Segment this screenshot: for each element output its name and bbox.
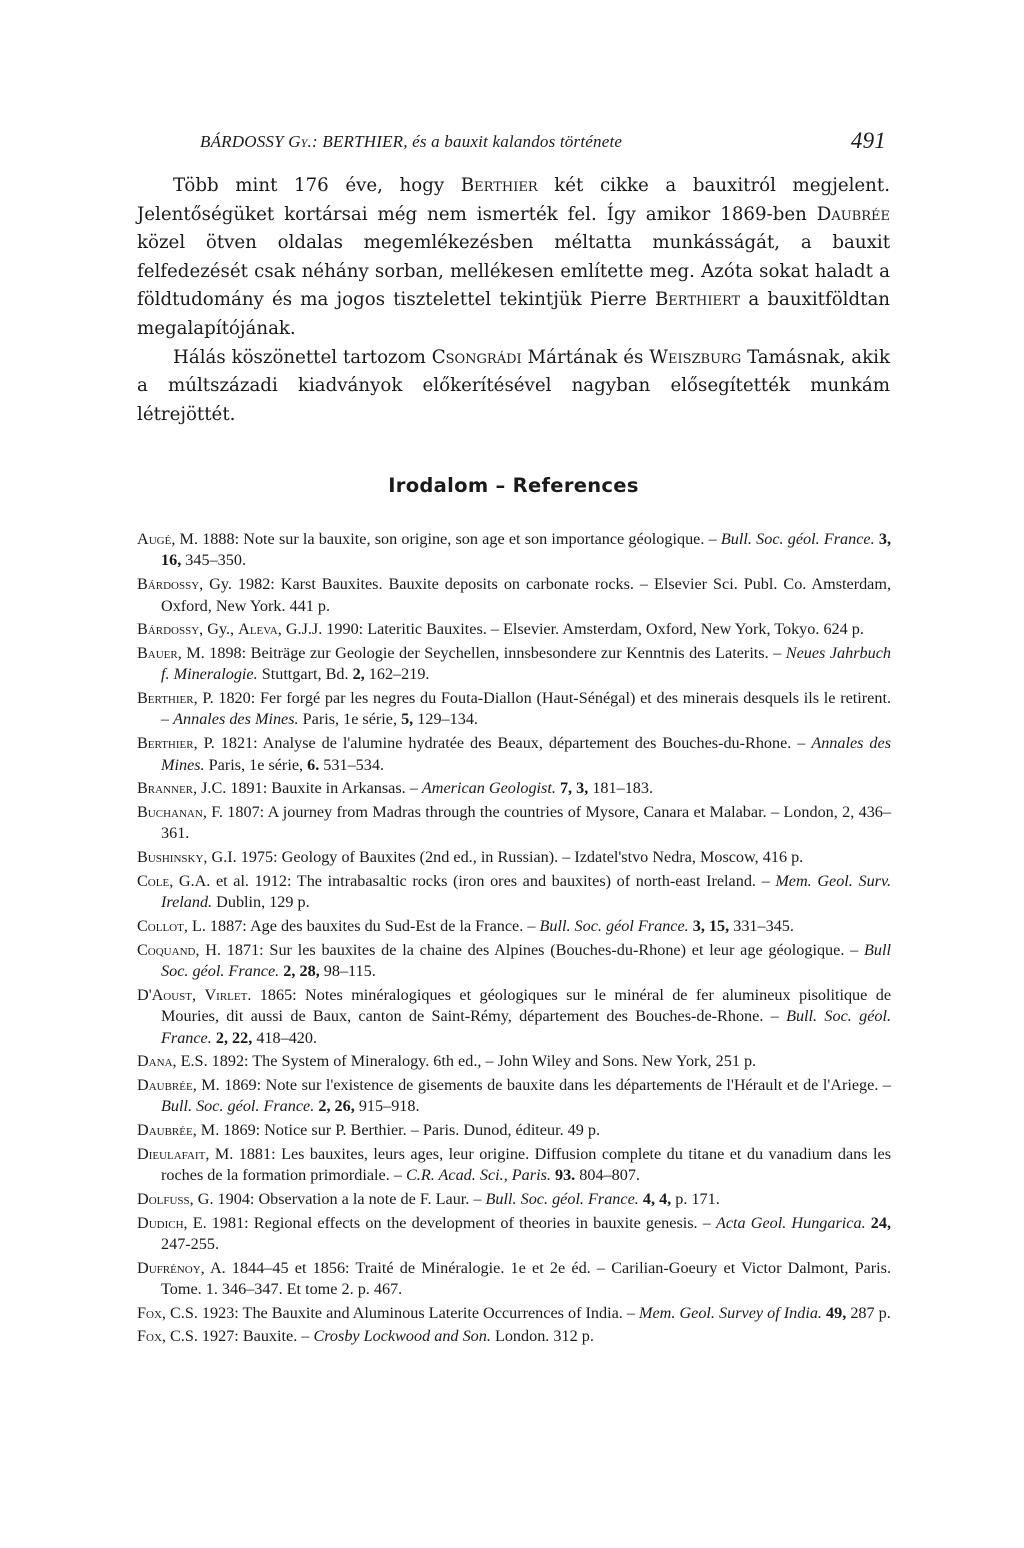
reference-text: , E. 1981: Regional effects on the development of theories in bauxite genesis. – — [183, 1213, 716, 1232]
reference-volume: 3, 16, — [161, 530, 892, 570]
reference-author: Augé — [137, 530, 172, 548]
reference-volume: 2, 22, — [211, 1028, 253, 1047]
reference-item — [137, 916, 891, 937]
reference-journal: Crosby Lockwood and Son. — [313, 1327, 491, 1346]
reference-journal: Mem. Geol. Survey of India. — [639, 1303, 822, 1322]
reference-journal: Mem. Geol. Surv. Ireland. — [161, 871, 891, 912]
running-head-author: BÁRDOSSY Gy.: — [200, 132, 318, 151]
reference-text: , M. 1869: Note sur l'existence de gisements de bauxite dans les départements de l'Hérault et de l'Ariege. – — [192, 1075, 891, 1094]
reference-text: , G.I. 1975: Geology of Bauxites (2nd ed., in Russian). – Izdatel'stvo Nedra, Moscow, 416 p. — [203, 848, 804, 867]
reference-text: , L. 1887: Age des bauxites du Sud-Est de la France. – — [183, 916, 540, 935]
reference-journal: Annales des Mines. — [173, 710, 299, 729]
reference-author: Dolfuss — [137, 1189, 190, 1208]
reference-text: Paris, 1e série, — [298, 710, 402, 729]
reference-volume: 4, 4, — [638, 1189, 672, 1208]
references-heading: Irodalom – References — [388, 474, 639, 497]
text-run: a bauxitföldtan megalapítójának. — [137, 289, 891, 339]
reference-author: Branner — [137, 779, 194, 798]
reference-author: Daubrée — [137, 1121, 193, 1140]
reference-text: , C.S. 1927: Bauxite. – — [161, 1327, 314, 1346]
reference-item — [137, 688, 891, 731]
reference-pages: London. 312 p. — [490, 1327, 594, 1346]
author-name: Berthiert — [654, 289, 741, 311]
reference-journal: C.R. Acad. Sci., Paris. — [405, 1166, 551, 1185]
reference-journal: Bull. Soc. géol. France. — [161, 1097, 315, 1116]
reference-item — [137, 1258, 891, 1301]
reference-pages: 287 p. — [846, 1303, 891, 1322]
reference-journal: Acta Geol. Hungarica. — [715, 1213, 866, 1232]
reference-author: Bushinsky — [137, 848, 204, 867]
reference-volume: 49, — [821, 1303, 847, 1322]
reference-item — [137, 733, 891, 776]
text-run: Tamásnak, akik a múltszázadi kiadványok előkerítésével nagyban elősegítették munkám létrejöttét. — [137, 346, 890, 425]
reference-text: Paris, 1e série, — [204, 755, 308, 774]
reference-author: Bárdossy — [137, 575, 200, 594]
reference-item — [137, 1326, 891, 1347]
reference-item — [137, 1120, 891, 1141]
reference-item — [137, 1075, 891, 1118]
running-head-rest: , és a bauxit kalandos története — [403, 132, 623, 151]
reference-author: Fox — [137, 1327, 162, 1346]
reference-text: , G. 1904: Observation a la note de F. Laur. – — [189, 1189, 486, 1208]
reference-pages: 162–219. — [364, 665, 430, 684]
reference-item — [137, 529, 891, 572]
reference-author: Dieulafait — [137, 1144, 206, 1163]
reference-item — [137, 1144, 891, 1187]
reference-author: Daubrée — [137, 1075, 193, 1094]
reference-author: Dufrénoy — [137, 1258, 201, 1277]
reference-pages: 247-255. — [161, 1234, 219, 1253]
text-run: közel ötven oldalas megemlékezésben méltatta munkásságát, a bauxit felfedezését csak néhány sorban, mellékesen említette meg. Azóta sokat haladt a földtudomány és ma jogos tisztelettel tekintjük Pierre — [137, 232, 890, 311]
reference-pages: 418–420. — [252, 1028, 318, 1047]
reference-author: Fox — [137, 1303, 162, 1322]
reference-item — [137, 847, 891, 868]
running-head — [200, 128, 886, 158]
reference-text: , H. 1871: Sur les bauxites de la chaine des Alpines (Bouches-du-Rhone) et leur age géologique. – — [195, 940, 865, 959]
reference-author: Berthier — [137, 734, 194, 753]
reference-author: Bárdossy — [137, 620, 200, 639]
reference-author: Cole — [137, 871, 170, 890]
reference-pages: 345–350. — [181, 551, 246, 570]
reference-text: , P. 1821: Analyse de l'alumine hydratée des Beaux, département des Bouches-du-Rhone. – — [193, 734, 812, 753]
reference-item — [137, 871, 891, 914]
reference-volume: 5, — [401, 710, 414, 729]
reference-text: , M. 1881: Les bauxites, leurs ages, leur origine. Diffusion complete du titane et du vanadium dans les roches de la formation primordiale. – — [161, 1144, 891, 1185]
reference-text: , A. 1844–45 et 1856: Traité de Minéralogie. 1e et 2e éd. – Carilian-Goeury et Victor Dalmont, Paris. Tome. 1. 346–347. Et tome 2. p. 467. — [161, 1258, 891, 1299]
reference-item — [137, 619, 891, 640]
reference-journal: Bull. Soc. géol. France. — [720, 530, 875, 548]
reference-journal: Bull. Soc. géol. France. — [161, 1007, 892, 1047]
author-name: Csongrádi — [431, 346, 522, 368]
reference-author: Dana — [137, 1052, 173, 1071]
reference-item — [137, 802, 891, 845]
text-run: Több mint 176 éve, hogy — [173, 175, 461, 196]
text-run: két cikke a bauxitról megjelent. Jelentőségüket kortársai még nem ismerték fel. Így amikor 1869-ben — [137, 175, 890, 225]
reference-journal: American Geologist. — [421, 779, 556, 798]
reference-item — [137, 574, 891, 617]
text-run: Hálás köszönettel tartozom — [173, 346, 432, 368]
reference-item — [137, 940, 891, 983]
intro-paragraph-1 — [137, 172, 890, 344]
reference-pages: 331–345. — [729, 916, 794, 935]
reference-text: , — [192, 985, 205, 1004]
reference-text: , P. 1820: Fer forgé par les negres du Fouta-Diallon (Haut-Sénégal) et des minerais desquels ils le retirent. – — [161, 689, 891, 729]
author-name: Berthier — [460, 175, 538, 196]
reference-text: , M. 1898: Beiträge zur Geologie der Seychellen, innsbesondere zur Kenntnis des Laterits. – — [177, 643, 786, 662]
reference-pages: 804–807. — [575, 1166, 640, 1185]
reference-pages: 98–115. — [319, 961, 376, 980]
intro-text — [137, 172, 890, 429]
reference-volume: 2, — [352, 665, 365, 684]
text-run: Mártának és — [521, 346, 650, 368]
reference-text: , G.J.J. 1990: Lateritic Bauxites. – Elsevier. Amsterdam, Oxford, New York, Tokyo. 624 p. — [277, 620, 864, 639]
reference-text: , J.C. 1891: Bauxite in Arkansas. – — [193, 779, 422, 798]
reference-volume: 93. — [550, 1166, 576, 1185]
reference-author: Bauer — [137, 643, 178, 662]
reference-journal: Bull Soc. géol. France. — [161, 940, 891, 980]
reference-author: Coquand — [137, 940, 196, 959]
reference-journal: Annales des Mines. — [161, 734, 891, 774]
reference-text: , Gy., — [199, 620, 239, 639]
reference-item — [137, 1213, 891, 1256]
reference-text: Stuttgart, Bd. — [257, 665, 353, 684]
reference-pages: Dublin, 129 p. — [212, 893, 310, 912]
author-name: Weiszburg — [649, 346, 742, 368]
reference-author: Buchanan — [137, 802, 203, 821]
reference-item — [137, 778, 891, 799]
author-name: Daubrée — [816, 203, 890, 225]
reference-text: , E.S. 1892: The System of Mineralogy. 6th ed., – John Wiley and Sons. New York, 251 p. — [172, 1052, 757, 1071]
reference-journal: Bull. Soc. géol. France. — [485, 1189, 639, 1208]
reference-item — [137, 1189, 891, 1210]
reference-volume: 3, 15, — [688, 916, 730, 935]
reference-pages: 129–134. — [413, 710, 478, 729]
running-head-subject: BERTHIER — [322, 132, 404, 151]
reference-pages: 915–918. — [354, 1097, 420, 1116]
reference-journal: Bull. Soc. géol France. — [539, 916, 689, 935]
reference-coauthor: Virlet — [204, 985, 248, 1004]
reference-author: Collot — [137, 916, 184, 935]
reference-coauthor: Aleva — [238, 620, 278, 639]
reference-pages: 181–183. — [588, 779, 654, 798]
reference-author: D'Aoust — [137, 985, 193, 1004]
reference-pages: p. 171. — [671, 1189, 720, 1208]
reference-volume: 24, — [865, 1213, 891, 1232]
reference-text: , M. 1888: Note sur la bauxite, son origine, son age et son importance géologique. – — [171, 530, 721, 548]
reference-journal: Neues Jahrbuch f. Mineralogie. — [161, 643, 891, 684]
intro-paragraph-2 — [137, 344, 890, 430]
reference-text: . 1865: Notes minéralogiques et géologiques sur le minéral de fer alumineux pisolitique de Mouries, dit aussi de Baux, canton de Saint-Rémy, département des Bouches-de-Rhone. – — [161, 985, 892, 1026]
reference-text: , G.A. et al. 1912: The intrabasaltic rocks (iron ores and bauxites) of north-east Ireland. – — [169, 871, 776, 890]
reference-author: Dudich — [137, 1213, 184, 1232]
reference-volume: 2, 26, — [314, 1097, 355, 1116]
reference-item — [137, 643, 891, 686]
reference-pages: 531–534. — [319, 755, 384, 774]
reference-item — [137, 985, 891, 1049]
reference-text: , M. 1869: Notice sur P. Berthier. – Paris. Dunod, éditeur. 49 p. — [192, 1121, 601, 1140]
reference-volume: 7, 3, — [555, 779, 589, 798]
running-head-title — [200, 132, 622, 152]
reference-volume: 6. — [307, 755, 320, 774]
reference-item — [137, 1051, 891, 1072]
reference-item — [137, 1303, 891, 1324]
reference-text: , Gy. 1982: Karst Bauxites. Bauxite deposits on carbonate rocks. – Elsevier Sci. Publ. Co. Amsterdam, Oxford, New York. 441 p. — [161, 575, 891, 615]
reference-text: , F. 1807: A journey from Madras through the countries of Mysore, Canara et Malabar. – London, 2, 436–361. — [161, 802, 891, 843]
reference-text: , C.S. 1923: The Bauxite and Aluminous Laterite Occurrences of India. – — [161, 1303, 640, 1322]
page-number: 491 — [850, 128, 886, 153]
reference-author: Berthier — [137, 689, 194, 708]
references-list — [137, 529, 891, 1350]
reference-volume: 2, 28, — [279, 961, 320, 980]
